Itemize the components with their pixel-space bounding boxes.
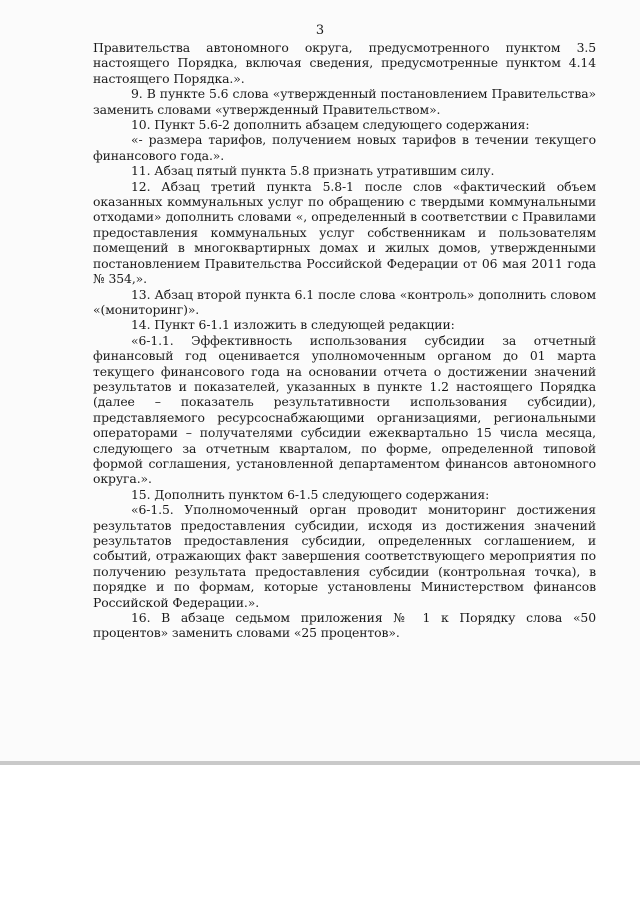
page-number: 3 <box>315 23 325 38</box>
paragraph-item-16: 16. В абзаце седьмом приложения № 1 к Порядку слова «50 процентов» заменить словами «25 процентов». <box>93 610 596 641</box>
paragraph-item-10-quote: «- размера тарифов, получением новых тарифов в течении текущего финансового года.». <box>93 132 596 163</box>
paragraph-continuation: Правительства автономного округа, предусмотренного пунктом 3.5 настоящего Порядка, включая сведения, предусмотренные пунктом 4.14 настоящего Порядка.». <box>93 40 596 86</box>
paragraph-item-15-quote: «6-1.5. Уполномоченный орган проводит мониторинг достижения результатов предоставления субсидии, исходя из достижения значений результатов предоставления субсидии, определенных соглашением, и событий, отражающих факт завершения соответствующего мероприятия по получению результата предоставления субсидии (контрольная точка), в порядке и по формам, которые установлены Министерством финансов Российской Федерации.». <box>93 502 596 610</box>
paragraph-item-13: 13. Абзац второй пункта 6.1 после слова «контроль» дополнить словом «(мониторинг)». <box>93 286 596 317</box>
paragraph-item-14-quote: «6-1.1. Эффективность использования субсидии за отчетный финансовый год оценивается уполномоченным органом до 01 марта текущего финансового года на основании отчета о достижении значений результатов и показателей, указанных в пункте 1.2 настоящего Порядка (далее – показатель результативности использования субсидии), представляемого ресурсоснабжающими организациями, региональными операторами – получателями субсидии ежеквартально 15 числа месяца, следующего за отчетным кварталом, по форме, определенной типовой формой соглашения, установленной департаментом финансов автономного округа.». <box>93 332 596 487</box>
paragraph-item-10: 10. Пункт 5.6-2 дополнить абзацем следующего содержания: <box>131 117 530 133</box>
paragraph-item-12: 12. Абзац третий пункта 5.8-1 после слов «фактический объем оказанных коммунальных услуг по обращению с твердыми коммунальными отходами» дополнить словами «, определенный в соответствии с Правилами предоставления коммунальных услуг собственникам и пользователям помещений в многоквартирных домах и жилых домов, утвержденными постановлением Правительства Российской Федерации от 06 мая 2011 года № 354,». <box>93 178 596 287</box>
paragraph-item-15: 15. Дополнить пунктом 6-1.5 следующего содержания: <box>131 486 490 502</box>
paragraph-item-14: 14. Пункт 6-1.1 изложить в следующей редакции: <box>131 317 455 333</box>
paragraph-item-9: 9. В пункте 5.6 слова «утвержденный постановлением Правительства» заменить словами «утвержденный Правительством». <box>93 86 596 117</box>
paragraph-item-11: 11. Абзац пятый пункта 5.8 признать утратившим силу. <box>131 163 495 179</box>
document-body <box>93 40 596 641</box>
